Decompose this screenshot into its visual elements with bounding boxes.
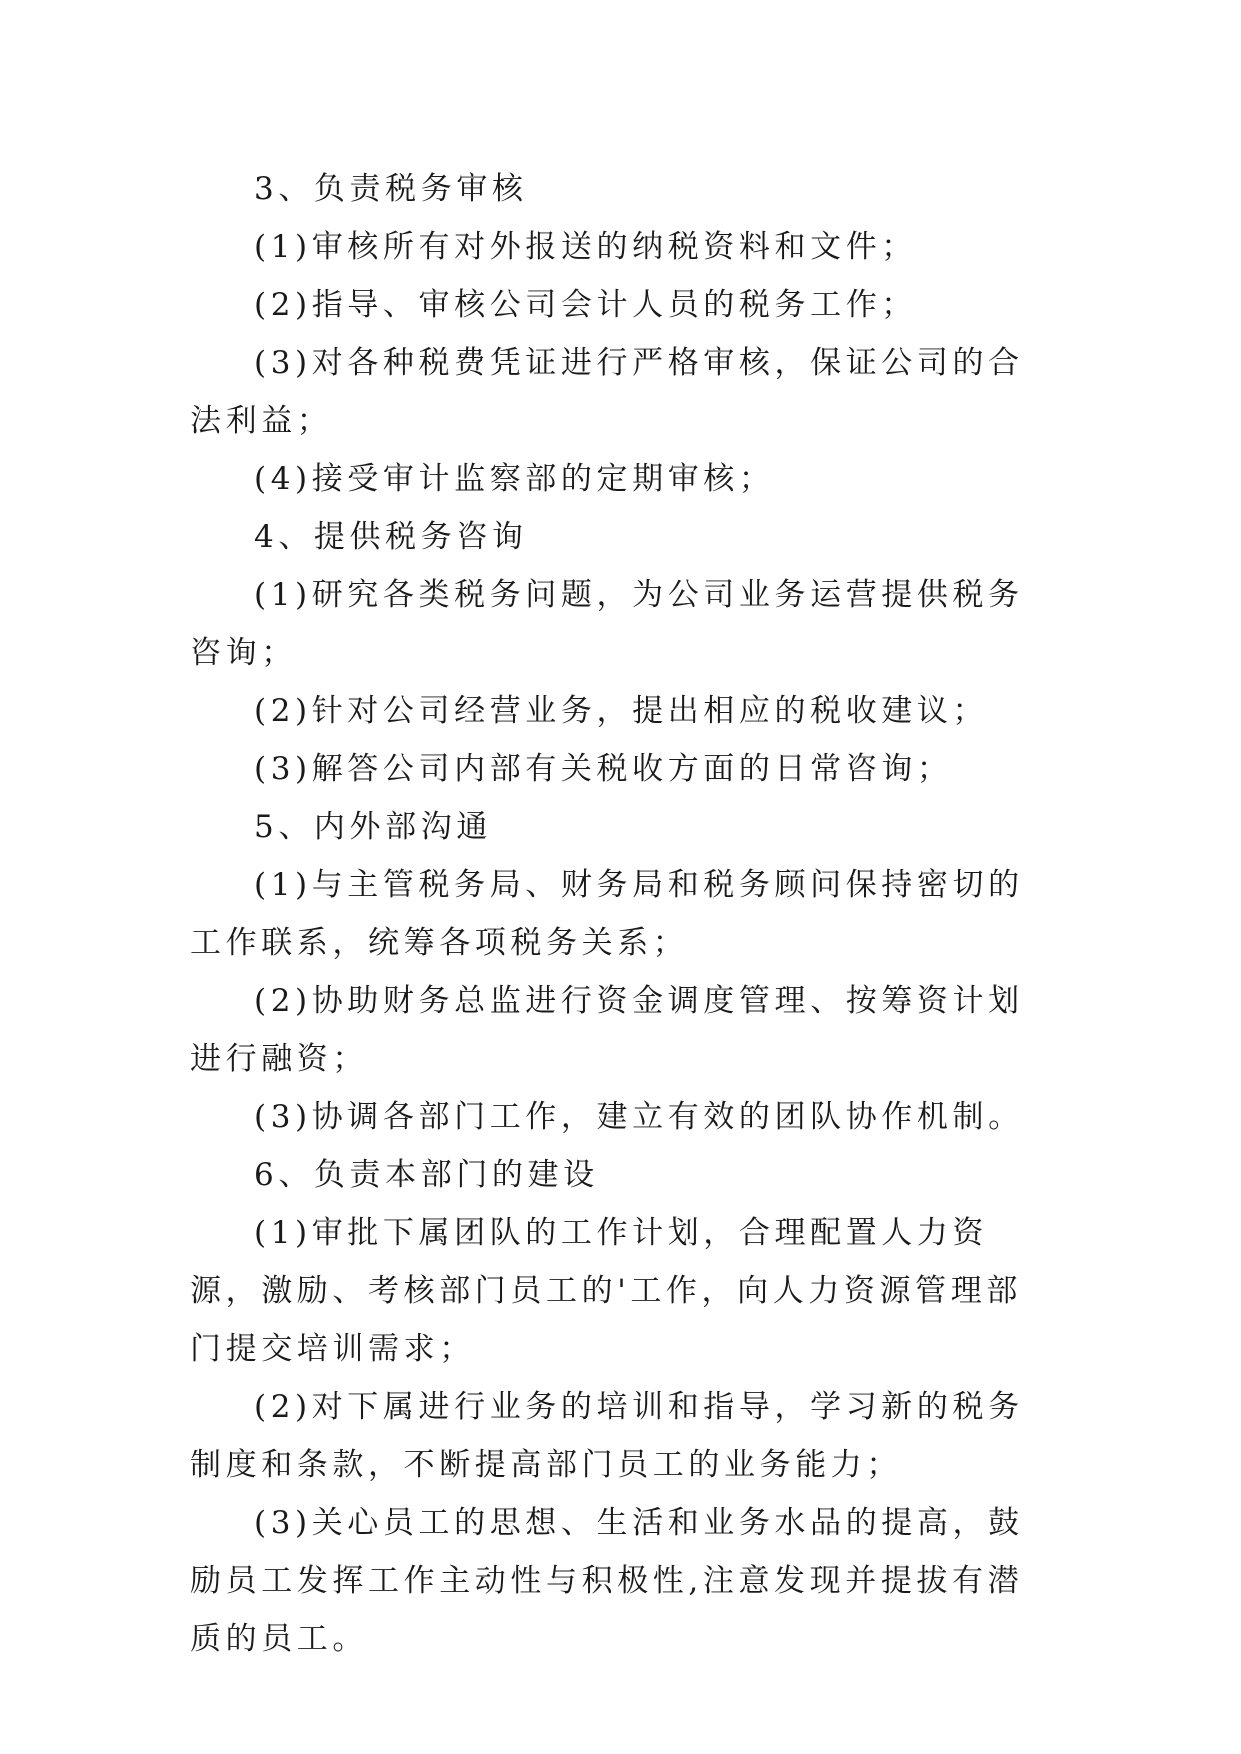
list-item: (3)协调各部门工作，建立有效的团队协作机制。	[254, 1099, 1024, 1135]
list-item: (2)协助财务总监进行资金调度管理、按筹资计划进行融资；	[190, 983, 1024, 1077]
list-item: (3)对各种税费凭证进行严格审核，保证公司的合法利益；	[190, 345, 1024, 439]
list-item: (1)与主管税务局、财务局和税务顾问保持密切的工作联系，统筹各项税务关系；	[190, 867, 1024, 961]
list-item: (1)审批下属团队的工作计划，合理配置人力资源，激励、考核部门员工的'工作，向人力资源管理部门提交培训需求；	[190, 1215, 1022, 1367]
list-item: (3)关心员工的思想、生活和业务水品的提高，鼓励员工发挥工作主动性与积极性,注意发现并提拔有潜质的员工。	[190, 1505, 1024, 1657]
list-item: (4)接受审计监察部的定期审核；	[254, 461, 775, 497]
section-heading-4: 4、提供税务咨询	[254, 519, 528, 555]
list-item: (2)对下属进行业务的培训和指导，学习新的税务制度和条款，不断提高部门员工的业务能力；	[190, 1389, 1024, 1483]
section-heading-6: 6、负责本部门的建设	[254, 1157, 599, 1193]
list-item: (3)解答公司内部有关税收方面的日常咨询；	[254, 751, 953, 787]
list-item: (2)指导、审核公司会计人员的税务工作；	[254, 287, 917, 323]
section-heading-3: 3、负责税务审核	[254, 171, 528, 207]
list-item: (1)研究各类税务问题，为公司业务运营提供税务咨询；	[190, 577, 1024, 671]
document-body	[190, 160, 1050, 1668]
section-heading-5: 5、内外部沟通	[254, 809, 492, 845]
list-item: (2)针对公司经营业务，提出相应的税收建议；	[254, 693, 989, 729]
list-item: (1)审核所有对外报送的纳税资料和文件；	[254, 229, 917, 265]
